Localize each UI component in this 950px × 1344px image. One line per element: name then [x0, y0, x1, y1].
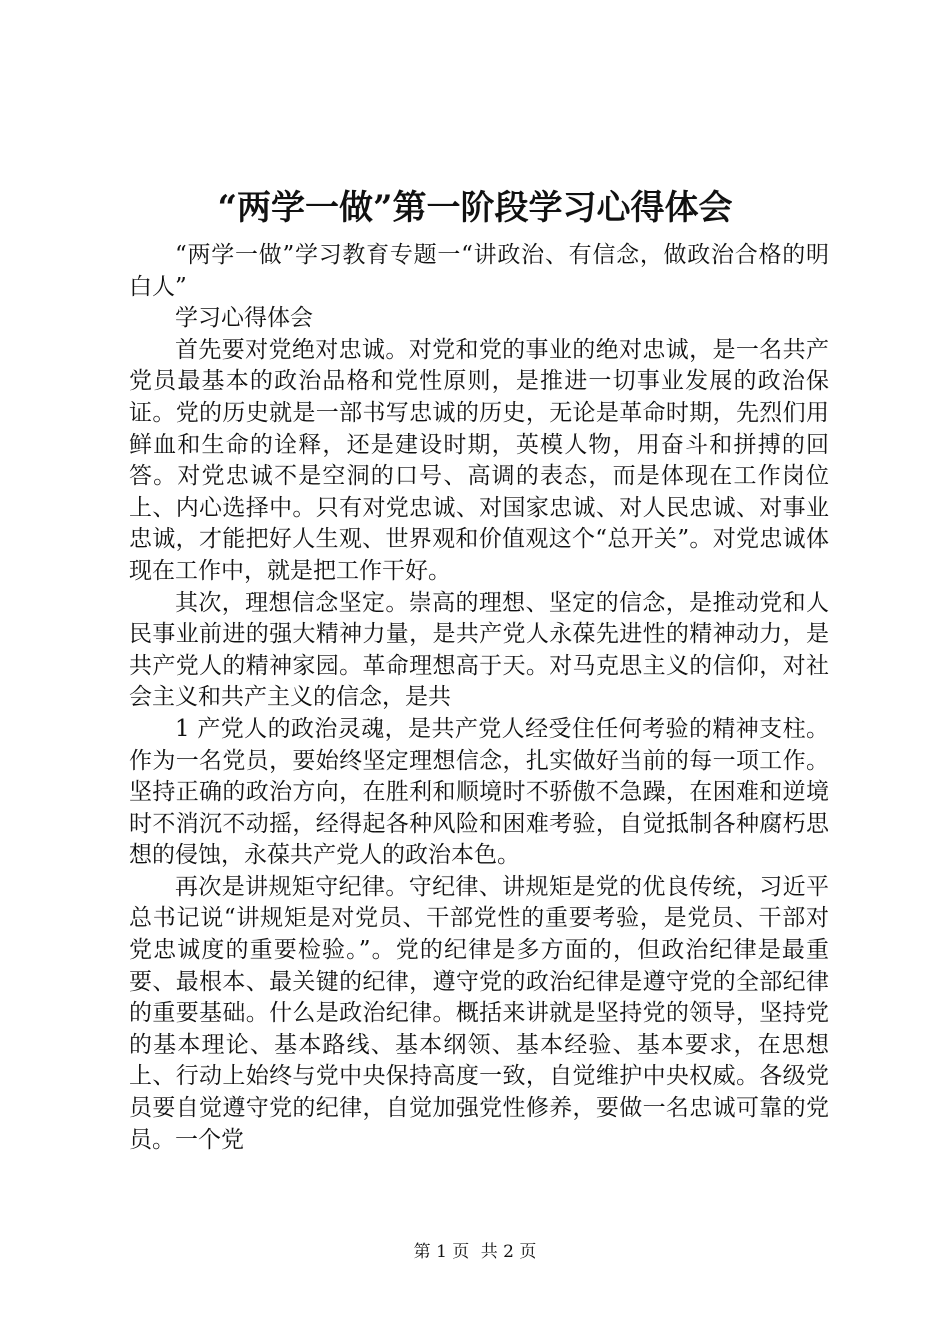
- document-body: [129, 240, 829, 1156]
- page-footer: [0, 1240, 950, 1264]
- paragraph-subtitle-cont: 学习心得体会: [175, 305, 313, 332]
- document-title: “两学一做”第一阶段学习心得体会: [217, 188, 733, 228]
- paragraph-ideals: 其次，理想信念坚定。崇高的理想、坚定的信念，是推动党和人民事业前进的强大精神力量，是共产党人永葆先进性的精神动力，是共产党人的精神家园。革命理想高于天。对马克思主义的信仰，对社会主义和共产主义的信念，是共: [129, 589, 829, 711]
- page-total: 共 2 页: [480, 1242, 537, 1262]
- paragraph-discipline: 再次是讲规矩守纪律。守纪律、讲规矩是党的优良传统，习近平总书记说“讲规矩是对党员、干部党性的重要考验，是党员、干部对党忠诚度的重要检验。”。党的纪律是多方面的，但政治纪律是最重要、最根本、最关键的纪律，遵守党的政治纪律是遵守党的全部纪律的重要基础。什么是政治纪律。概括来讲就是坚持党的领导，坚持党的基本理论、基本路线、基本纲领、基本经验、基本要求，在思想上、行动上始终与党中央保持高度一致，自觉维护中央权威。各级党员要自觉遵守党的纪律，自觉加强党性修养，要做一名忠诚可靠的党员。一个党: [129, 873, 829, 1153]
- paragraph-ideals-cont: 1 产党人的政治灵魂，是共产党人经受住任何考验的精神支柱。作为一名党员，要始终坚定理想信念，扎实做好当前的每一项工作。坚持正确的政治方向，在胜利和顺境时不骄傲不急躁，在困难和逆境时不消沉不动摇，经得起各种风险和困难考验，自觉抵制各种腐朽思想的侵蚀，永葆共产党人的政治本色。: [129, 715, 829, 869]
- paragraph-loyalty: 首先要对党绝对忠诚。对党和党的事业的绝对忠诚，是一名共产党员最基本的政治品格和党性原则，是推进一切事业发展的政治保证。党的历史就是一部书写忠诚的历史，无论是革命时期，先烈们用鲜血和生命的诠释，还是建设时期，英模人物，用奋斗和拼搏的回答。对党忠诚不是空洞的口号、高调的表态，而是体现在工作岗位上、内心选择中。只有对党忠诚、对国家忠诚、对人民忠诚、对事业忠诚，才能把好人生观、世界观和价值观这个“总开关”。对党忠诚体现在工作中，就是把工作干好。: [129, 336, 829, 584]
- paragraph-subtitle: “两学一做”学习教育专题一“讲政治、有信念，做政治合格的明白人”: [129, 242, 829, 300]
- page-number: 第 1 页: [413, 1242, 470, 1262]
